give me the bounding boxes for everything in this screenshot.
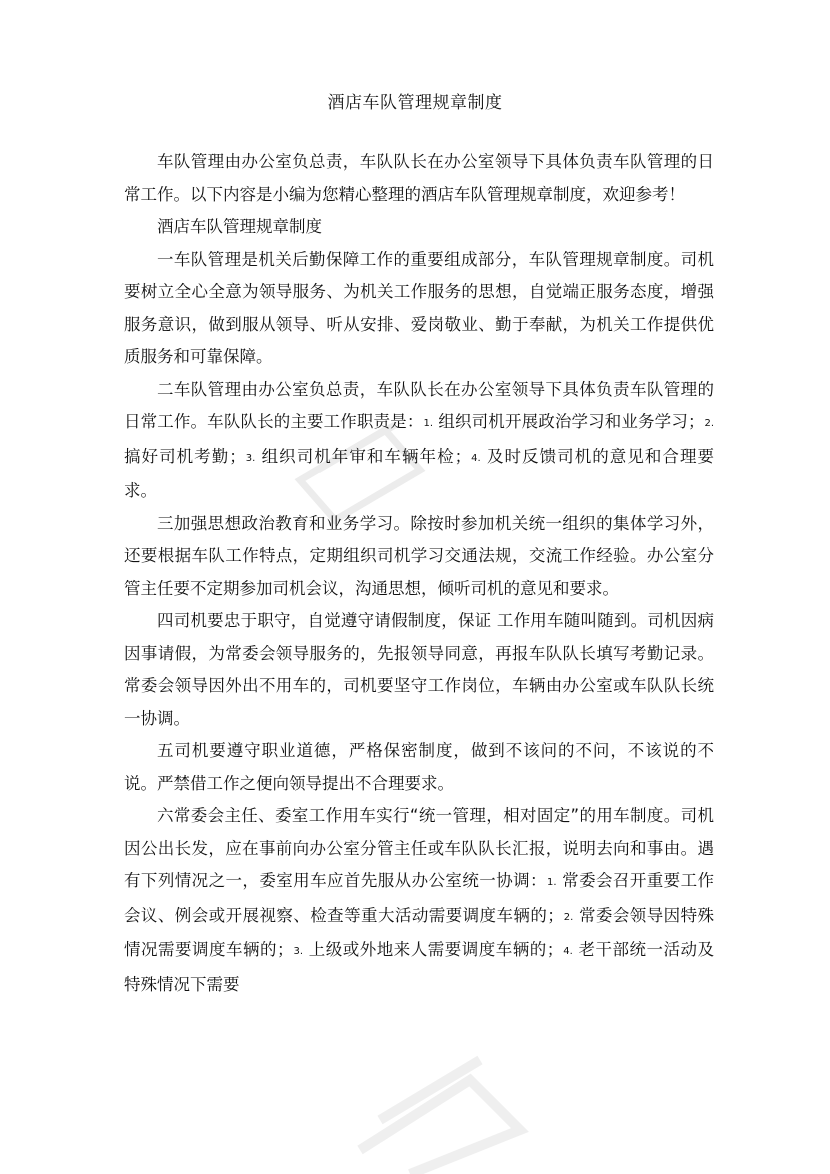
- section-3-paragraph: 三加强思想政治教育和业务学习。除按时参加机关统一组织的集体学习外，还要根据车队工作特点，定期组织司机学习交通法规，交流工作经验。办公室分管主任要不定期参加司机会议，沟通思想，倾听司机的意见和要求。: [124, 513, 714, 598]
- list-item-text: 常委会领导因特殊情况需要调度车辆的；: [124, 905, 715, 959]
- subtitle-paragraph: 酒店车队管理规章制度: [157, 217, 322, 236]
- list-number: 2.: [704, 418, 714, 429]
- section-2-lead: 二车队管理由办公室负总责，车队队长在办公室领导下具体负责车队管理的日常工作。车队队长的主要工作职责是：: [124, 379, 714, 431]
- list-item-text: 及时反馈司机的意见和合理要求。: [124, 446, 715, 500]
- section-5-paragraph: 五司机要遵守职业道德，严格保密制度，做到不该问的不问，不该说的不说。严禁借工作之便向领导提出不合理要求。: [124, 741, 714, 793]
- list-number: 3.: [245, 452, 256, 464]
- list-item-text: 常委会召开重要工作会议、例会或开展视察、检查等重大活动需要调度车辆的；: [124, 871, 715, 925]
- list-item-text: 搞好司机考勤；: [124, 446, 246, 466]
- section-1-paragraph: 一车队管理是机关后勤保障工作的重要组成部分，车队管理规章制度。司机要树立全心全意为领导服务、为机关工作服务的思想，自觉端正服务态度，增强服务意识，做到服从领导、听从安排、爱岗敬业、勤于奉献，为机关工作提供优质服务和可靠保障。: [124, 249, 714, 366]
- list-number: 2.: [563, 911, 574, 923]
- list-item-text: 老干部统一活动及特殊情况下需要: [124, 940, 715, 994]
- section-6-paragraph: [124, 800, 714, 1001]
- page-title: 酒店车队管理规章制度: [327, 93, 503, 113]
- list-number: 4.: [471, 452, 481, 464]
- list-item-text: 上级或外地来人需要调度车辆的；: [303, 940, 564, 959]
- section-4-paragraph: 四司机要忠于职守，自觉遵守请假制度，保证 工作用车随叫随到。司机因病因事请假，为常委会领导服务的，先报领导同意，再报车队队长填写考勤记录。常委会领导因外出不用车的，司机要坚守工作岗位，车辆由办公室或车队队长统一协调。: [124, 611, 714, 728]
- list-item-text: 组织司机年审和车辆年检；: [255, 446, 472, 466]
- list-item-text: 组织司机开展政治学习和业务学习；: [433, 412, 705, 431]
- intro-paragraph: 车队管理由办公室负总责，车队队长在办公室领导下具体负责车队管理的日常工作。以下内容是小编为您精心整理的酒店车队管理规章制度，欢迎参考！: [124, 152, 714, 204]
- list-number: 3.: [293, 946, 304, 957]
- section-2-paragraph: [124, 374, 714, 508]
- list-number: 1.: [423, 418, 434, 429]
- list-number: 4.: [563, 946, 573, 957]
- document-body: [124, 146, 714, 1001]
- list-number: 1.: [546, 877, 557, 888]
- section-6-lead: 六常委会主任、委室工作用车实行“统一管理，相对固定”的用车制度。司机因公出长发，应在事前向办公室分管主任或车队队长汇报，说明去向和事由。遇有下列情况之一，委室用车应首先服从办公室统一协调：: [124, 806, 714, 890]
